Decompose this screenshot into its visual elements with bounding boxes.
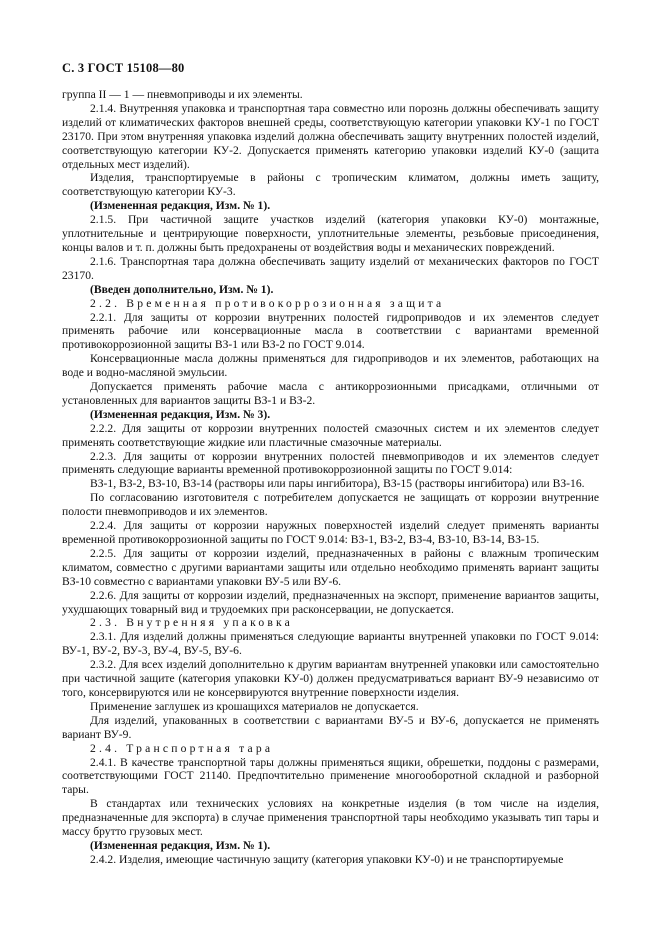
- amendment-note: (Введен дополнительно, Изм. № 1).: [90, 282, 274, 296]
- document-body: [62, 88, 599, 867]
- paragraph: 2.3.1. Для изделий должны применяться следующие варианты внутренней упаковки по ГОСТ 9.014: ВУ-1, ВУ-2, ВУ-3, ВУ-4, ВУ-5, ВУ-6.: [62, 630, 599, 658]
- amendment-note: (Измененная редакция, Изм. № 1).: [90, 838, 271, 852]
- paragraph: 2.2.6. Для защиты от коррозии изделий, предназначенных на экспорт, применение вариантов защиты, ухудшающих товарный вид и трудоемких при расконсервации, не допускается.: [62, 588, 599, 616]
- paragraph: 2.2.3. Для защиты от коррозии внутренних полостей пневмоприводов и их элементов следует применять следующие варианты временной противокоррозионной защиты по ГОСТ 9.014:: [62, 449, 599, 477]
- paragraph: По согласованию изготовителя с потребителем допускается не защищать от коррозии внутренние полости пневмоприводов и их элементов.: [62, 491, 599, 519]
- paragraph: 2.1.6. Транспортная тара должна обеспечивать защиту изделий от механических факторов по ГОСТ 23170.: [62, 254, 599, 282]
- paragraph: 2.3.2. Для всех изделий дополнительно к другим вариантам внутренней упаковки или самостоятельно при частичной защите (категория упаковки КУ-0) должен предусматриваться вариант ВУ-9 независимо от того, консервируются или не консервируются внутренние поверхности изделия.: [62, 658, 599, 699]
- paragraph: 2.2.2. Для защиты от коррозии внутренних полостей смазочных систем и их элементов следует применять соответствующие жидкие или пластичные смазочные материалы.: [62, 421, 599, 449]
- paragraph: 2.2.5. Для защиты от коррозии изделий, предназначенных в районы с влажным тропическим климатом, совместно с другими вариантами защиты или отдельно необходимо применять вариант защиты ВЗ-10 совместно с вариантами упаковки ВУ-5 или ВУ-6.: [62, 546, 599, 588]
- paragraph: группа II — 1 — пневмоприводы и их элементы.: [62, 88, 303, 101]
- paragraph: 2.1.4. Внутренняя упаковка и транспортная тара совместно или порознь должны обеспечивать защиту изделий от климатических факторов внешней среды, соответствующую категории упаковки КУ-1 по ГОСТ 23170. При этом внутренняя упаковка изделий должна обеспечивать защиту внутренних полостей изделий, соответствующую категории КУ-2. Допускается применять категорию упаковки изделий КУ-0 (защита отдельных мест изделий).: [62, 101, 599, 171]
- paragraph: В стандартах или технических условиях на конкретные изделия (в том числе на изделия, предназначенные для экспорта) в случае применения транспортной тары необходимо указывать тип тары и массу брутто грузовых мест.: [62, 797, 599, 839]
- paragraph: ВЗ-1, ВЗ-2, ВЗ-10, ВЗ-14 (растворы или пары ингибитора), ВЗ-15 (растворы ингибитора) или ВЗ-16.: [90, 477, 585, 491]
- section-heading: 2.4. Транспортная тара: [90, 741, 274, 755]
- paragraph: Консервационные масла должны применяться для гидроприводов и их элементов, работающих на воде и водно-масляной эмульсии.: [62, 352, 599, 380]
- paragraph: 2.4.1. В качестве транспортной тары должны применяться ящики, обрешетки, поддоны с размерами, соответствующими ГОСТ 21140. Предпочтительно применение многооборотной складной и разборной тары.: [62, 755, 599, 797]
- paragraph: Допускается применять рабочие масла с антикоррозионными присадками, отличными от установленных для вариантов защиты ВЗ-1 и ВЗ-2.: [62, 380, 599, 407]
- page-header: С. 3 ГОСТ 15108—80: [62, 61, 185, 75]
- amendment-note: (Измененная редакция, Изм. № 1).: [90, 199, 271, 213]
- paragraph: 2.4.2. Изделия, имеющие частичную защиту (категория упаковки КУ-0) и не транспортируемые: [90, 852, 564, 866]
- section-heading: 2.3. Внутренняя упаковка: [90, 616, 294, 630]
- section-heading: 2.2. Временная противокоррозионная защита: [90, 296, 445, 310]
- amendment-note: (Измененная редакция, Изм. № 3).: [90, 407, 271, 421]
- paragraph: 2.2.1. Для защиты от коррозии внутренних полостей гидроприводов и их элементов следует применять рабочие или консервационные масла в соответствии с вариантами временной противокоррозионной защиты ВЗ-1 или ВЗ-2 по ГОСТ 9.014.: [62, 310, 599, 352]
- paragraph: Изделия, транспортируемые в районы с тропическим климатом, должны иметь защиту, соответствующую категории КУ-3.: [62, 171, 599, 199]
- paragraph: Применение заглушек из крошащихся материалов не допускается.: [90, 699, 419, 713]
- paragraph: 2.1.5. При частичной защите участков изделий (категория упаковки КУ-0) монтажные, уплотнительные и центрирующие поверхности, уплотнительные элементы, резьбовые присоединения, концы валов и т. п. должны быть предохранены от воздействия воды и механических повреждений.: [62, 213, 599, 254]
- paragraph: Для изделий, упакованных в соответствии с вариантами ВУ-5 и ВУ-6, допускается не применять вариант ВУ-9.: [62, 713, 599, 741]
- paragraph: 2.2.4. Для защиты от коррозии наружных поверхностей изделий следует применять варианты временной противокоррозионной защиты по ГОСТ 9.014: ВЗ-1, ВЗ-2, ВЗ-4, ВЗ-10, ВЗ-14, ВЗ-15.: [62, 519, 599, 546]
